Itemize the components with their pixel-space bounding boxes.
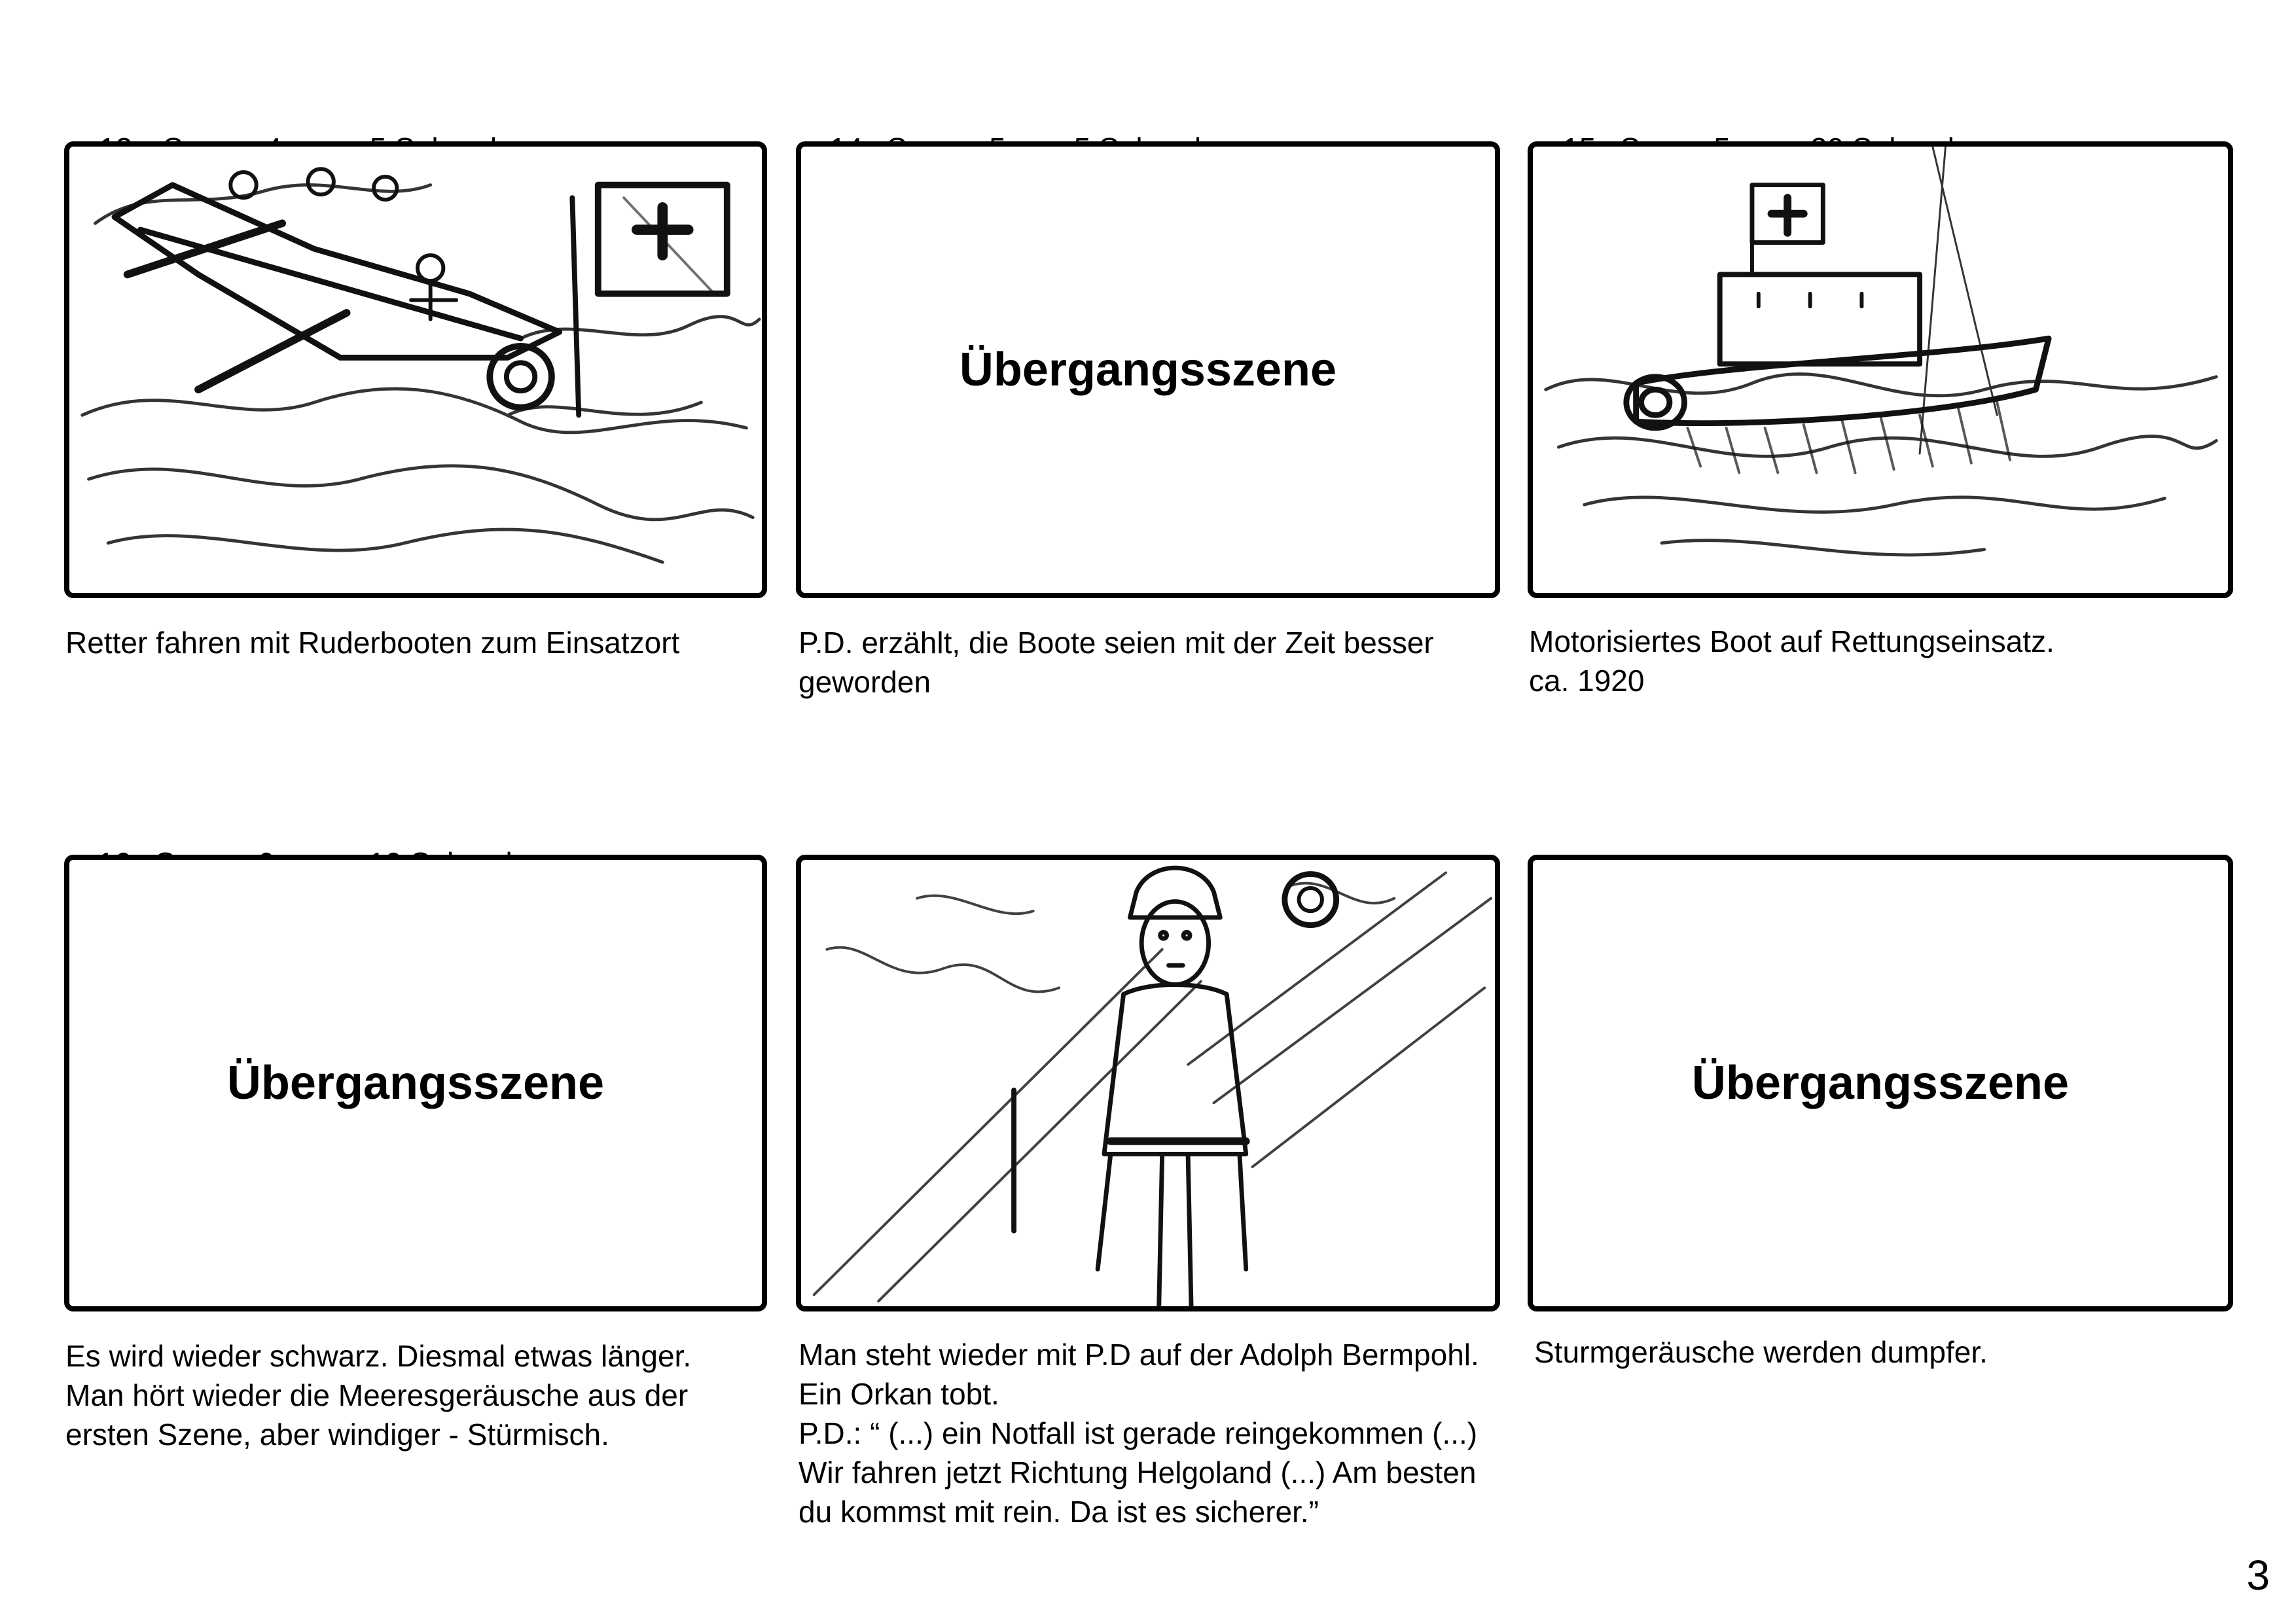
description-line: Motorisiertes Boot auf Rettungseinsatz. xyxy=(1529,624,2054,658)
description-line: Man hört wieder die Meeresgeräusche aus der xyxy=(65,1378,689,1412)
description-line: Sturmgeräusche werden dumpfer. xyxy=(1534,1335,1988,1369)
panel-description xyxy=(65,1336,691,1454)
description-line: Retter fahren mit Ruderbooten zum Einsatzort xyxy=(65,626,680,660)
description-line: ca. 1920 xyxy=(1529,664,1645,698)
transition-title: Übergangsszene xyxy=(1691,1057,2070,1109)
panel-frame xyxy=(1528,855,2233,1311)
description-line: Es wird wieder schwarz. Diesmal etwas länger. xyxy=(65,1339,692,1373)
panel-frame xyxy=(64,141,767,598)
panel-description xyxy=(798,623,1434,702)
panel-description xyxy=(798,1335,1479,1531)
page-number: 3 xyxy=(2246,1552,2270,1599)
panel-description xyxy=(1529,622,2054,700)
transition-title: Übergangsszene xyxy=(226,1057,605,1109)
description-line: du kommst mit rein. Da ist es sicherer.” xyxy=(798,1495,1319,1529)
description-line: P.D. erzählt, die Boote seien mit der Zeit besser xyxy=(798,626,1434,660)
description-line: Ein Orkan tobt. xyxy=(798,1377,999,1411)
panel-frame xyxy=(796,855,1500,1311)
motorboat-sketch xyxy=(1533,147,2228,593)
person-storm-sketch xyxy=(801,860,1495,1306)
panel-description xyxy=(1534,1332,1988,1372)
panel-frame xyxy=(1528,141,2233,598)
rowboat-sketch xyxy=(69,147,762,593)
description-line: ersten Szene, aber windiger - Stürmisch. xyxy=(65,1418,609,1452)
description-line: geworden xyxy=(798,665,931,699)
description-line: P.D.: “ (...) ein Notfall ist gerade reingekommen (...) xyxy=(798,1416,1478,1450)
panel-frame xyxy=(64,855,767,1311)
panel-description xyxy=(65,623,679,662)
description-line: Man steht wieder mit P.D auf der Adolph Bermpohl. xyxy=(798,1338,1479,1372)
panel-frame xyxy=(796,141,1500,598)
description-line: Wir fahren jetzt Richtung Helgoland (...) Am besten xyxy=(798,1455,1477,1489)
transition-title: Übergangsszene xyxy=(959,344,1337,396)
